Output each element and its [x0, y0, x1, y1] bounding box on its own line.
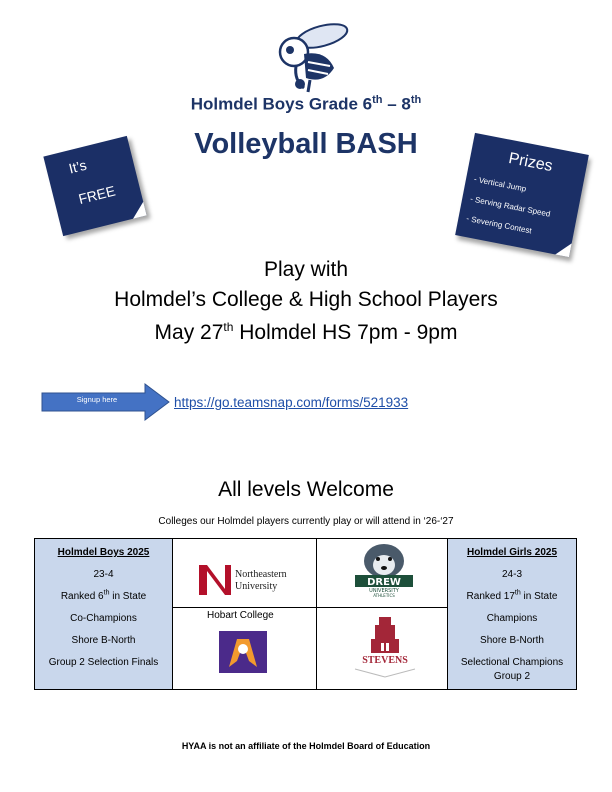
girls-division: Shore B-North: [480, 635, 544, 646]
hobart-college-label: Hobart College: [207, 610, 274, 621]
prize-item: - Serving Radar Speed: [469, 194, 552, 219]
prizes-title: Prizes: [507, 149, 555, 176]
stevens-institute-logo: [345, 613, 425, 679]
boys-ranking: Ranked 6th in State: [60, 589, 147, 602]
signup-arrow-button[interactable]: [41, 383, 171, 421]
boys-title-won: Co-Champions: [70, 613, 137, 624]
girls-title-won: Champions: [486, 613, 538, 624]
event-grade-heading: Holmdel Boys Grade 6th – 8th: [190, 94, 422, 114]
drew-athletics-logo: [351, 541, 417, 597]
event-title: Volleyball BASH: [194, 128, 418, 160]
svg-text:STEVENS: STEVENS: [362, 655, 408, 666]
svg-text:University: University: [235, 581, 278, 592]
boys-team-cell: [35, 539, 173, 689]
svg-text:ATHLETICS: ATHLETICS: [373, 593, 395, 597]
girls-ranking: Ranked 17th in State: [466, 589, 558, 602]
page-curl-icon: [555, 241, 571, 257]
svg-text:DREW: DREW: [367, 577, 401, 588]
colleges-caption: Colleges our Holmdel players currently play or will attend in ‘26-‘27: [158, 516, 454, 527]
disclaimer-footer: HYAA is not an affiliate of the Holmdel Board of Education: [181, 741, 431, 751]
svg-text:UNIVERSITY: UNIVERSITY: [369, 588, 399, 594]
event-date-location: May 27th Holmdel HS 7pm - 9pm: [154, 320, 458, 344]
page-curl-icon: [130, 202, 147, 219]
signup-label: Signup here: [76, 395, 118, 404]
free-note-line2: FREE: [76, 182, 117, 208]
boys-team-title: Holmdel Boys 2025: [57, 547, 150, 558]
signup-link[interactable]: https://go.teamsnap.com/forms/521933: [174, 395, 409, 410]
welcome-heading: All levels Welcome: [218, 478, 394, 501]
event-line-play-with: Play with: [263, 258, 349, 281]
table-divider: [316, 539, 317, 689]
northeastern-logo: [195, 559, 305, 599]
hornet-mascot-logo: [264, 22, 354, 94]
girls-team-title: Holmdel Girls 2025: [466, 547, 558, 558]
prize-item: - Vertical Jump: [473, 174, 527, 194]
event-line-players: Holmdel’s College & High School Players: [114, 288, 498, 311]
table-divider: [173, 607, 447, 608]
girls-record: 24-3: [501, 569, 522, 580]
boys-record: 23-4: [93, 569, 114, 580]
prize-item: - Severing Contest: [465, 213, 533, 236]
boys-division: Shore B-North: [71, 635, 136, 646]
prize-list: [465, 170, 556, 244]
hobart-statesmen-logo: [219, 631, 267, 673]
girls-team-cell: [447, 539, 576, 689]
svg-text:Northeastern: Northeastern: [235, 569, 287, 580]
free-note-line1: It’s: [67, 156, 89, 177]
prizes-sticky-note: [455, 133, 589, 257]
girls-extra: Selectional Champions Group 2: [460, 657, 564, 682]
boys-extra: Group 2 Selection Finals: [48, 657, 159, 668]
teams-colleges-table: [34, 538, 577, 690]
